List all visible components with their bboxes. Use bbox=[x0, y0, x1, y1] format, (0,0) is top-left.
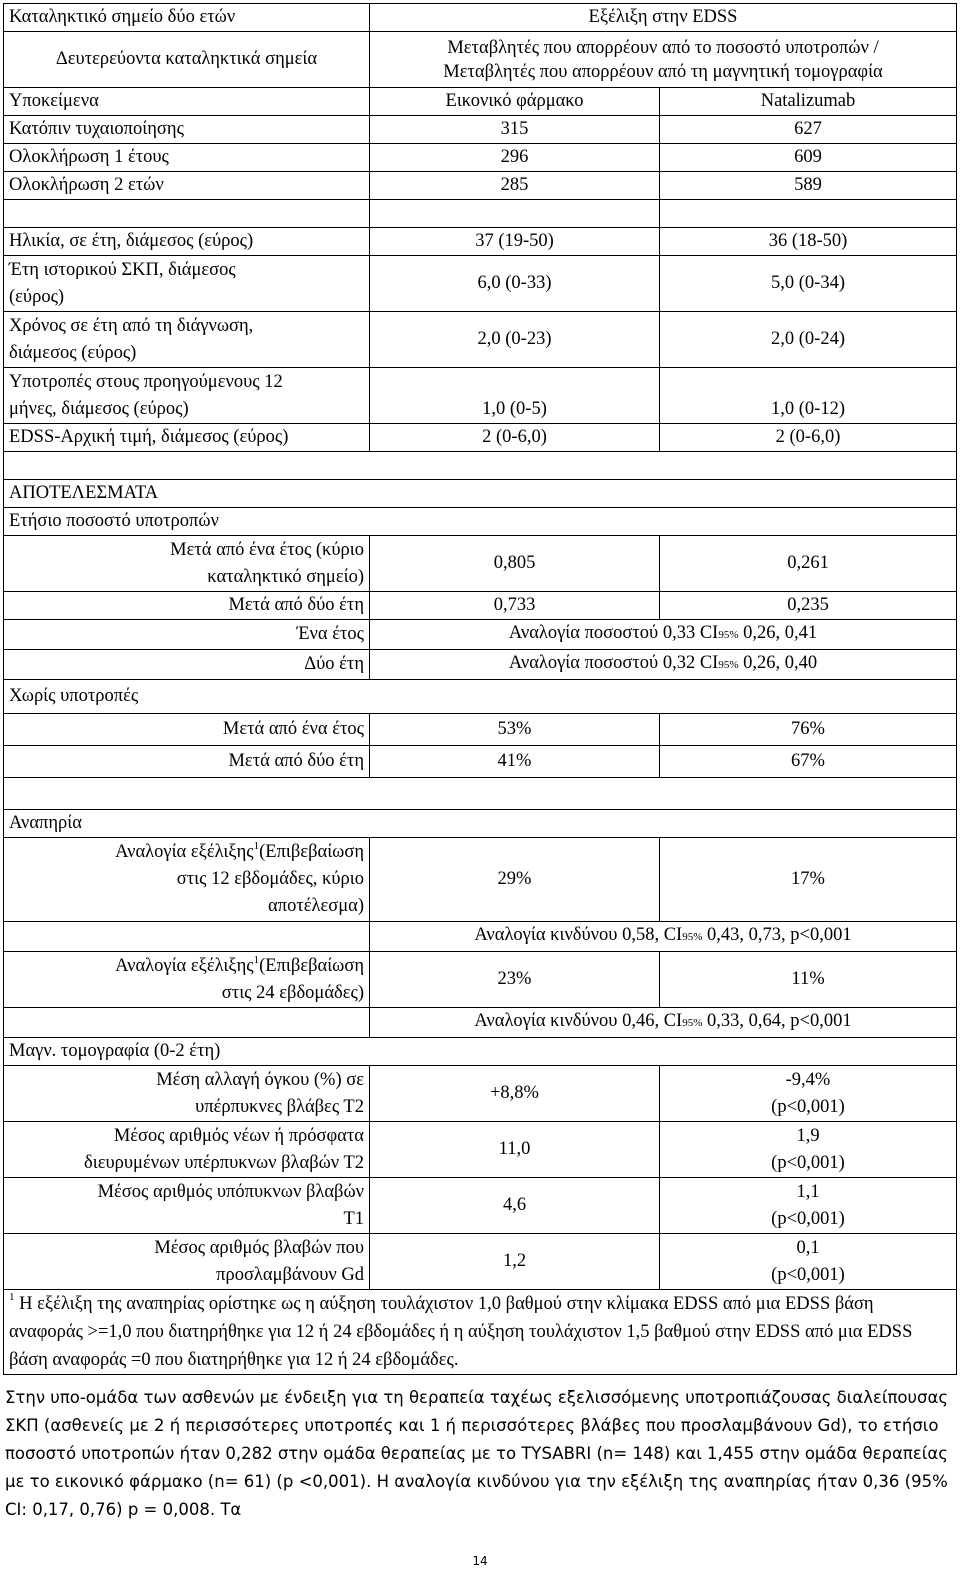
row-label: Μέσος αριθμός βλαβών που προσλαμβάνουν Gd bbox=[4, 1234, 370, 1290]
drug-value: 609 bbox=[660, 144, 957, 172]
row-label: Αναλογία εξέλιξης$^1$(Επιβεβαίωση στις 24 εβδομάδες) bbox=[4, 952, 370, 1008]
placebo-value: 41% bbox=[370, 746, 660, 778]
placebo-value: 37 (19-50) bbox=[370, 228, 660, 256]
drug-value: 5,0 (0-34) bbox=[660, 256, 957, 312]
drug-header: Natalizumab bbox=[660, 88, 957, 116]
drug-value: 0,235 bbox=[660, 592, 957, 620]
row-label: Ένα έτος bbox=[4, 620, 370, 650]
row-label: Μετά από δύο έτη bbox=[4, 746, 370, 778]
placebo-value: 0,733 bbox=[370, 592, 660, 620]
drug-value: 2,0 (0-24) bbox=[660, 312, 957, 368]
placebo-value: 296 bbox=[370, 144, 660, 172]
spacer-cell bbox=[4, 1008, 370, 1038]
results-title: ΑΠΟΤΕΛΕΣΜΑΤΑ bbox=[4, 480, 957, 508]
spacer-cell bbox=[4, 452, 957, 480]
drug-value: 17% bbox=[660, 838, 957, 922]
placebo-value: 53% bbox=[370, 714, 660, 746]
row-label: Έτη ιστορικού ΣΚΠ, διάμεσος (εύρος) bbox=[4, 256, 370, 312]
placebo-value: 1,0 (0-5) bbox=[370, 368, 660, 424]
endpoint-value: Εξέλιξη στην EDSS bbox=[370, 4, 957, 32]
spacer-cell bbox=[660, 200, 957, 228]
hazard-ratio: Αναλογία κινδύνου 0,58, CI95% 0,43, 0,73, p<0,001 bbox=[370, 922, 957, 952]
drug-value: 589 bbox=[660, 172, 957, 200]
placebo-value: 285 bbox=[370, 172, 660, 200]
placebo-value: +8,8% bbox=[370, 1066, 660, 1122]
placebo-value: 2,0 (0-23) bbox=[370, 312, 660, 368]
drug-value: 2 (0-6,0) bbox=[660, 424, 957, 452]
placebo-value: 2 (0-6,0) bbox=[370, 424, 660, 452]
placebo-value: 23% bbox=[370, 952, 660, 1008]
drug-value: 11% bbox=[660, 952, 957, 1008]
row-label: Ηλικία, σε έτη, διάμεσος (εύρος) bbox=[4, 228, 370, 256]
row-label: Κατόπιν τυχαιοποίησης bbox=[4, 116, 370, 144]
rate-ratio: Αναλογία ποσοστού 0,32 CI95% 0,26, 0,40 bbox=[370, 650, 957, 680]
drug-value: 0,261 bbox=[660, 536, 957, 592]
arr-label: Ετήσιο ποσοστό υποτροπών bbox=[4, 508, 957, 536]
row-label: Ολοκλήρωση 1 έτους bbox=[4, 144, 370, 172]
drug-value: 36 (18-50) bbox=[660, 228, 957, 256]
placebo-value: 315 bbox=[370, 116, 660, 144]
placebo-header: Εικονικό φάρμακο bbox=[370, 88, 660, 116]
drug-value: 1,1 (p<0,001) bbox=[660, 1178, 957, 1234]
drug-value: 627 bbox=[660, 116, 957, 144]
row-label: EDSS-Αρχική τιμή, διάμεσος (εύρος) bbox=[4, 424, 370, 452]
placebo-value: 6,0 (0-33) bbox=[370, 256, 660, 312]
row-label: Ολοκλήρωση 2 ετών bbox=[4, 172, 370, 200]
row-label: Αναλογία εξέλιξης$^1$(Επιβεβαίωση στις 12 εβδομάδες, κύριο αποτέλεσμα) bbox=[4, 838, 370, 922]
spacer-cell bbox=[4, 778, 957, 810]
endpoint-label: Καταληκτικό σημείο δύο ετών bbox=[4, 4, 370, 32]
placebo-value: 1,2 bbox=[370, 1234, 660, 1290]
row-label: Μετά από ένα έτος bbox=[4, 714, 370, 746]
drug-value: 76% bbox=[660, 714, 957, 746]
drug-value: 67% bbox=[660, 746, 957, 778]
drug-value: 1,0 (0-12) bbox=[660, 368, 957, 424]
hazard-ratio: Αναλογία κινδύνου 0,46, CI95% 0,33, 0,64, p<0,001 bbox=[370, 1008, 957, 1038]
placebo-value: 0,805 bbox=[370, 536, 660, 592]
secondary-value: Μεταβλητές που απορρέουν από το ποσοστό υποτροπών / Μεταβλητές που απορρέουν από τη μαγνητική τομογραφία bbox=[370, 32, 957, 88]
page-number: 14 bbox=[472, 1554, 488, 1568]
subjects-label: Υποκείμενα bbox=[4, 88, 370, 116]
placebo-value: 4,6 bbox=[370, 1178, 660, 1234]
row-label: Δύο έτη bbox=[4, 650, 370, 680]
drug-value: 1,9 (p<0,001) bbox=[660, 1122, 957, 1178]
row-label: Μέση αλλαγή όγκου (%) σε υπέρπυκνες βλάβες Τ2 bbox=[4, 1066, 370, 1122]
results-table bbox=[3, 3, 957, 1375]
footnote: $^1$ Η εξέλιξη της αναπηρίας ορίστηκε ως η αύξηση τουλάχιστον 1,0 βαθμού στην κλίμακα EDSS από μια EDSS βάση αναφοράς >=1,0 που διατηρήθηκε για 12 ή 24 εβδομάδες ή η αύξηση τουλάχιστον 1,5 βαθμού στην EDSS από μια EDSS βάση αναφοράς =0 που διατηρήθηκε για 12 ή 24 εβδομάδες. bbox=[4, 1290, 957, 1375]
drug-value: -9,4% (p<0,001) bbox=[660, 1066, 957, 1122]
row-label: Υποτροπές στους προηγούμενους 12 μήνες, διάμεσος (εύρος) bbox=[4, 368, 370, 424]
row-label: Χρόνος σε έτη από τη διάγνωση, διάμεσος (εύρος) bbox=[4, 312, 370, 368]
spacer-cell bbox=[4, 922, 370, 952]
secondary-label: Δευτερεύοντα καταληκτικά σημεία bbox=[4, 32, 370, 88]
spacer-cell bbox=[370, 200, 660, 228]
relapse-free-label: Χωρίς υποτροπές bbox=[4, 680, 957, 714]
row-label: Μέσος αριθμός υπόπυκνων βλαβών Τ1 bbox=[4, 1178, 370, 1234]
row-label: Μέσος αριθμός νέων ή πρόσφατα διευρυμένων υπέρπυκνων βλαβών Τ2 bbox=[4, 1122, 370, 1178]
mri-title: Μαγν. τομογραφία (0-2 έτη) bbox=[4, 1038, 957, 1066]
row-label: Μετά από δύο έτη bbox=[4, 592, 370, 620]
row-label: Μετά από ένα έτος (κύριο καταληκτικό σημείο) bbox=[4, 536, 370, 592]
rate-ratio: Αναλογία ποσοστού 0,33 CI95% 0,26, 0,41 bbox=[370, 620, 957, 650]
disability-title: Αναπηρία bbox=[4, 810, 957, 838]
drug-value: 0,1 (p<0,001) bbox=[660, 1234, 957, 1290]
placebo-value: 29% bbox=[370, 838, 660, 922]
body-paragraph: Στην υπο-ομάδα των ασθενών με ένδειξη για τη θεραπεία ταχέως εξελισσόμενης υποτροπιάζουσας διαλείπουσας ΣΚΠ (ασθενείς με 2 ή περισσότερες υποτροπές και 1 ή περισσότερες βλάβες που προσλαμβάνουν Gd), το ετήσιο ποσοστό υποτροπών ήταν 0,282 στην ομάδα θεραπείας με το TYSABRI (n= 148) και 1,455 στην ομάδα θεραπείας με το εικονικό φάρμακο (n= 61) (p <0,001). Η αναλογία κινδύνου για την εξέλιξη της αναπηρίας ήταν 0,36 (95% CI: 0,17, 0,76) p = 0,008. Τα bbox=[5, 1388, 949, 1519]
placebo-value: 11,0 bbox=[370, 1122, 660, 1178]
spacer-cell bbox=[4, 200, 370, 228]
